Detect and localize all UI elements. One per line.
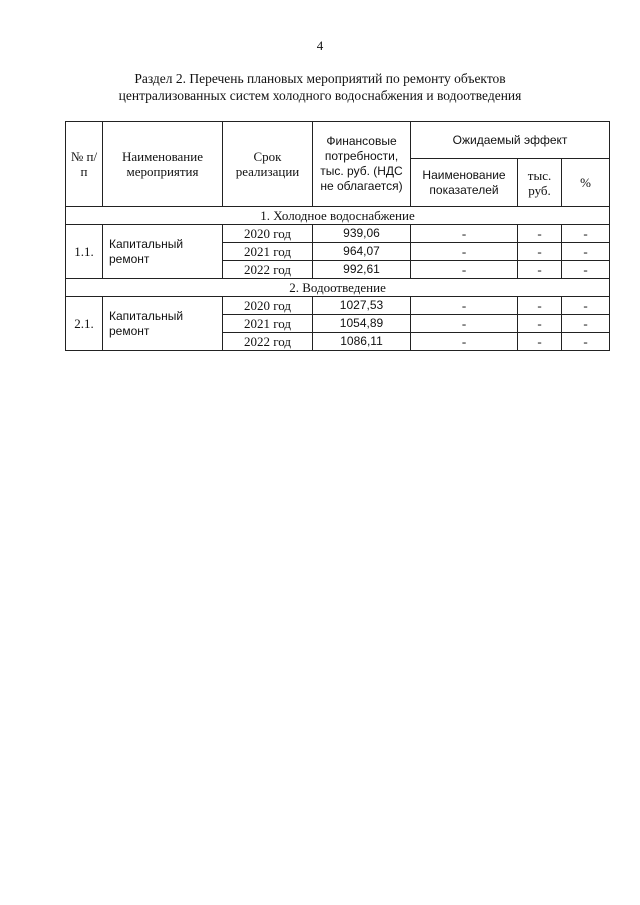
row-period: 2021 год xyxy=(223,243,313,261)
section-title-line-2: централизованных систем холодного водоснабжения и водоотведения xyxy=(118,88,522,103)
row-period: 2022 год xyxy=(223,333,313,351)
row-amount: 1054,89 xyxy=(313,315,411,333)
row-rub: - xyxy=(518,261,562,279)
row-period: 2022 год xyxy=(223,261,313,279)
page-number: 4 xyxy=(316,38,324,53)
row-period: 2020 год xyxy=(223,225,313,243)
header-indicators: Наименование показателей xyxy=(411,159,518,207)
row-percent: - xyxy=(562,261,610,279)
row-rub: - xyxy=(518,225,562,243)
row-period: 2020 год xyxy=(223,297,313,315)
header-name: Наименование мероприятия xyxy=(103,122,223,207)
row-num: 2.1. xyxy=(66,297,103,351)
section-row xyxy=(66,207,610,225)
row-percent: - xyxy=(562,333,610,351)
header-percent: % xyxy=(562,159,610,207)
row-amount: 1027,53 xyxy=(313,297,411,315)
table-row xyxy=(66,225,610,243)
row-indicator: - xyxy=(411,297,518,315)
row-num: 1.1. xyxy=(66,225,103,279)
header-num: № п/п xyxy=(66,122,103,207)
row-name: Капитальный ремонт xyxy=(103,297,223,351)
table-row xyxy=(66,297,610,315)
row-indicator: - xyxy=(411,243,518,261)
section-row xyxy=(66,279,610,297)
row-indicator: - xyxy=(411,333,518,351)
row-rub: - xyxy=(518,315,562,333)
row-percent: - xyxy=(562,225,610,243)
header-period: Срок реализации xyxy=(223,122,313,207)
row-rub: - xyxy=(518,333,562,351)
row-rub: - xyxy=(518,243,562,261)
header-effect: Ожидаемый эффект xyxy=(411,122,610,159)
row-amount: 1086,11 xyxy=(313,333,411,351)
header-finance: Финансовые потребности, тыс. руб. (НДС не облагается) xyxy=(313,122,411,207)
section-title xyxy=(60,70,580,104)
table-header-row xyxy=(66,122,610,159)
row-name: Капитальный ремонт xyxy=(103,225,223,279)
row-percent: - xyxy=(562,243,610,261)
row-amount: 939,06 xyxy=(313,225,411,243)
row-indicator: - xyxy=(411,261,518,279)
row-percent: - xyxy=(562,297,610,315)
row-indicator: - xyxy=(411,225,518,243)
section-title-cell: 1. Холодное водоснабжение xyxy=(66,207,610,225)
section-title-cell: 2. Водоотведение xyxy=(66,279,610,297)
row-amount: 992,61 xyxy=(313,261,411,279)
row-period: 2021 год xyxy=(223,315,313,333)
row-percent: - xyxy=(562,315,610,333)
plan-table xyxy=(65,121,610,351)
header-rub: тыс. руб. xyxy=(518,159,562,207)
row-indicator: - xyxy=(411,315,518,333)
row-amount: 964,07 xyxy=(313,243,411,261)
section-title-line-1: Раздел 2. Перечень плановых мероприятий по ремонту объектов xyxy=(134,71,506,86)
row-rub: - xyxy=(518,297,562,315)
